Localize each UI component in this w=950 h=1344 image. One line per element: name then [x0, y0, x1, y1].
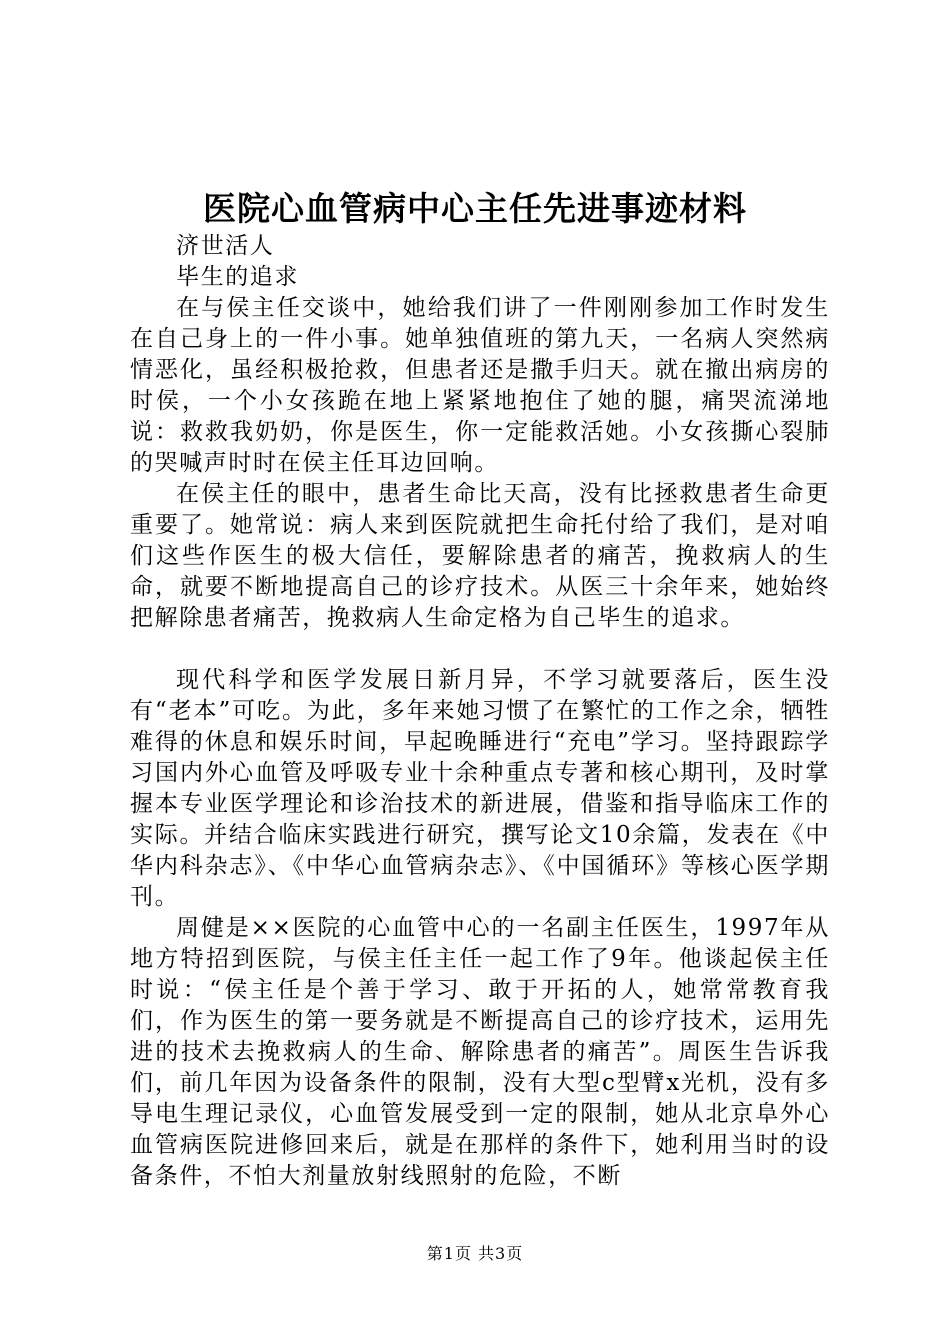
subheading-2: 毕生的追求 — [176, 264, 299, 290]
paragraph-4: 周健是××医院的心血管中心的一名副主任医生，1997年从地方特招到医院，与侯主任主任一起工作了9年。他谈起侯主任时说：“侯主任是个善于学习、敢于开拓的人，她常常教育我们，作为医生的第一要务就是不断提高自己的诊疗技术，运用先进的技术去挽救病人的生命、解除患者的痛苦”。周医生告诉我们，前几年因为设备条件的限制，没有大型c型臂x光机，没有多导电生理记录仪，心血管发展受到一定的限制，她从北京阜外心血管病医院进修回来后，就是在那样的条件下，她利用当时的设备条件，不怕大剂量放射线照射的危险，不断 — [130, 915, 830, 1189]
subheading-1: 济世活人 — [176, 233, 275, 259]
document-title: 医院心血管病中心主任先进事迹材料 — [203, 189, 747, 228]
paragraph-1: 在与侯主任交谈中，她给我们讲了一件刚刚参加工作时发生在自己身上的一件小事。她单独值班的第九天，一名病人突然病情恶化，虽经积极抢救，但患者还是撒手归天。就在撤出病房的时侯，一个小女孩跪在地上紧紧地抱住了她的腿，痛哭流涕地说：救救我奶奶，你是医生，你一定能救活她。小女孩撕心裂肺的哭喊声时时在侯主任耳边回响。 — [130, 295, 830, 476]
paragraph-2: 在侯主任的眼中，患者生命比天高，没有比拯救患者生命更重要了。她常说：病人来到医院就把生命托付给了我们，是对咱们这些作医生的极大信任，要解除患者的痛苦，挽救病人的生命，就要不断地提高自己的诊疗技术。从医三十余年来，她始终把解除患者痛苦，挽救病人生命定格为自己毕生的追求。 — [130, 481, 830, 631]
page-footer: 第1页 共3页 — [426, 1244, 524, 1263]
document-body — [130, 231, 830, 1192]
paragraph-3: 现代科学和医学发展日新月异，不学习就要落后，医生没有“老本”可吃。为此，多年来她习惯了在繁忙的工作之余，牺牲难得的休息和娱乐时间，早起晚睡进行“充电”学习。坚持跟踪学习国内外心血管及呼吸专业十余种重点专著和核心期刊，及时掌握本专业医学理论和诊治技术的新进展，借鉴和指导临床工作的实际。并结合临床实践进行研究，撰写论文10余篇，发表在《中华内科杂志》、《中华心血管病杂志》、《中国循环》等核心医学期刊。 — [130, 667, 830, 910]
